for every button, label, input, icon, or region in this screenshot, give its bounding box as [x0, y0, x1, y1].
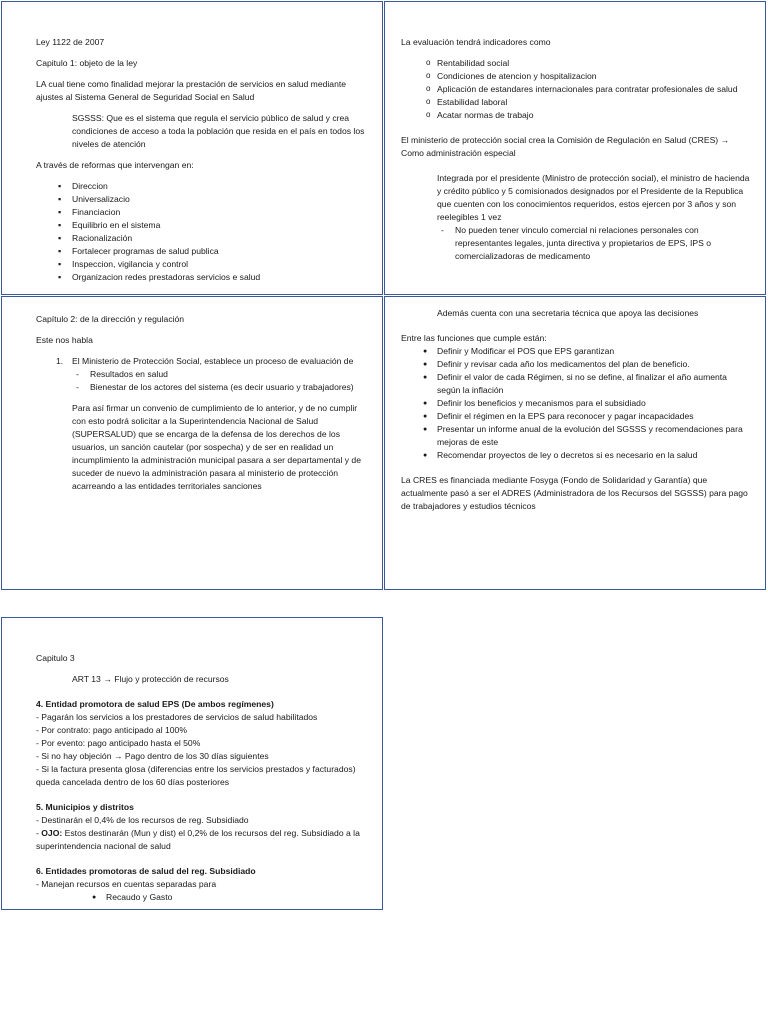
list-item: - Si la factura presenta glosa (diferencias entre los servicios prestados y facturados) queda cancelada dentro de los 60 días posteriores — [36, 764, 356, 787]
chapter-intro: Este nos habla — [36, 335, 93, 345]
list-item: ▪ Universalizacio — [36, 193, 368, 206]
list-item: o Acatar normas de trabajo — [401, 109, 751, 122]
ojo-prefix: - — [36, 828, 42, 838]
list-item: ▪ Fortalecer programas de salud publica — [36, 245, 368, 258]
evaluation-intro: La evaluación tendrá indicadores como — [401, 37, 551, 47]
section-6-list — [36, 891, 368, 904]
list-item: ● Definir y revisar cada año los medicamentos del plan de beneficio. — [401, 358, 751, 371]
section-4-title: 4. Entidad promotora de salud EPS (De ambos regímenes) — [36, 699, 274, 709]
item-text: El Ministerio de Protección Social, establece un proceso de evaluación de — [72, 356, 354, 366]
list-item: ● Recaudo y Gasto — [36, 891, 368, 904]
list-item: o Rentabilidad social — [401, 57, 751, 70]
restriction-list — [401, 224, 751, 263]
list-item: - Manejan recursos en cuentas separadas para — [36, 879, 217, 889]
item-number: 1. — [56, 356, 64, 366]
card-chapter-2 — [1, 296, 383, 590]
list-item: ▪ Inspeccion, vigilancia y control — [36, 258, 368, 271]
card-chapter-3 — [1, 617, 383, 910]
ojo-label: OJO: — [41, 828, 63, 838]
list-item: ▪ Equilibrio en el sistema — [36, 219, 368, 232]
list-item: o Estabilidad laboral — [401, 96, 751, 109]
sgsss-text: SGSSS: Que es el sistema que regula el servicio público de salud y crea condiciones de acceso a toda la población que resida en el país en todos los niveles de atención — [72, 113, 365, 149]
list-item: ● Definir el régimen en la EPS para reconocer y pagar incapacidades — [401, 410, 751, 423]
section-6-title: 6. Entidades promotoras de salud del reg. Subsidiado — [36, 866, 256, 876]
list-item: ● Recomendar proyectos de ley o decretos si es necesario en la salud — [401, 449, 751, 462]
chapter-title: Capitulo 1: objeto de la ley — [36, 58, 138, 68]
functions-intro: Entre las funciones que cumple están: — [401, 333, 547, 343]
list-item: ▪ Racionalización — [36, 232, 368, 245]
financing-text: La CRES es financiada mediante Fosyga (Fondo de Solidaridad y Garantía) que actualmente pasó a ser el ADRES (Administradora de los Recursos del SGSSS) para pago de trabajadores y estudios técnicos — [401, 475, 748, 511]
list-item: ▪ Financiacion — [36, 206, 368, 219]
list-item: - Si no hay objeción → Pago dentro de los 30 días siguientes — [36, 751, 269, 761]
ojo-text: Estos destinarán (Mun y dist) el 0,2% de los recursos del reg. Subsidiado a la superintendencia nacional de salud — [36, 828, 360, 851]
functions-list — [401, 345, 751, 462]
secretaria-text: Además cuenta con una secretaria técnica que apoya las decisiones — [437, 308, 699, 318]
purpose-text: LA cual tiene como finalidad mejorar la prestación de servicios en salud mediante ajustes al Sistema General de Seguridad Social en Salud — [36, 79, 347, 102]
cres-text: El ministerio de protección social crea la Comisión de Regulación en Salud (CRES) → Como administración especial — [401, 135, 730, 158]
list-item: - Por contrato: pago anticipado al 100% — [36, 725, 187, 735]
list-item: - Por evento: pago anticipado hasta el 50% — [36, 738, 201, 748]
article-text: ART 13 → Flujo y protección de recursos — [72, 674, 229, 684]
indicators-list — [401, 57, 751, 122]
card-evaluation — [384, 1, 766, 295]
list-item: - Pagarán los servicios a los prestadores de servicios de salud habilitados — [36, 712, 318, 722]
list-item: - Destinarán el 0,4% de los recursos de reg. Subsidiado — [36, 815, 249, 825]
list-item: o Condiciones de atencion y hospitalizacion — [401, 70, 751, 83]
numbered-list — [36, 355, 368, 368]
list-item: ● Definir y Modificar el POS que EPS garantizan — [401, 345, 751, 358]
reforms-intro: A través de reformas que intervengan en: — [36, 160, 194, 170]
list-item: - Resultados en salud — [36, 368, 368, 381]
list-item: o Aplicación de estandares internacionales para contratar profesionales de salud — [401, 83, 751, 96]
card-chapter-1 — [1, 1, 383, 295]
sub-list — [36, 368, 368, 394]
card-functions — [384, 296, 766, 590]
list-item: ● Definir el valor de cada Régimen, si no se define, al finalizar el año aumenta según la inflación — [401, 371, 751, 397]
body-text: Para así firmar un convenio de cumplimiento de lo anterior, y de no cumplir con esto podrá solicitar a la Superintendencia Nacional de Salud (SUPERSALUD) que se encarga de la defensa de los derechos de los usuarios, un sanción cautelar (por sospecha) y de ser en realidad un incumplimiento la administración municipal pasara a ser departamental y de suceder de nuevo la administración pasara al ministerio de protección acarreando a las entidades territoriales sanciones — [72, 403, 361, 491]
list-item: - No pueden tener vinculo comercial ni relaciones personales con representantes legales, junta directiva y propietarios de EPS, IPS o comercializadoras de medicamento — [401, 224, 751, 263]
list-item: ▪ Organizacion redes prestadoras servicios e salud — [36, 271, 368, 284]
reforms-list — [36, 180, 368, 284]
list-item: ● Definir los beneficios y mecanismos para el subsidiado — [401, 397, 751, 410]
list-item: ● Presentar un informe anual de la evolución del SGSSS y recomendaciones para mejoras de este — [401, 423, 751, 449]
chapter-title: Capitulo 3 — [36, 653, 75, 663]
list-item — [36, 827, 368, 853]
chapter-title: Capítulo 2: de la dirección y regulación — [36, 314, 185, 324]
list-item — [36, 355, 368, 368]
law-title: Ley 1122 de 2007 — [36, 37, 105, 47]
list-item: - Bienestar de los actores del sistema (es decir usuario y trabajadores) — [36, 381, 368, 394]
list-item: ▪ Direccion — [36, 180, 368, 193]
section-5-title: 5. Municipios y distritos — [36, 802, 134, 812]
integration-text: Integrada por el presidente (Ministro de protección social), el ministro de hacienda y crédito público y 5 comisionados designados por el Presidente de la Republica que cuenten con los conocimientos requeridos, estos ejercen por 3 años y son reelegibles 1 vez — [437, 173, 750, 222]
